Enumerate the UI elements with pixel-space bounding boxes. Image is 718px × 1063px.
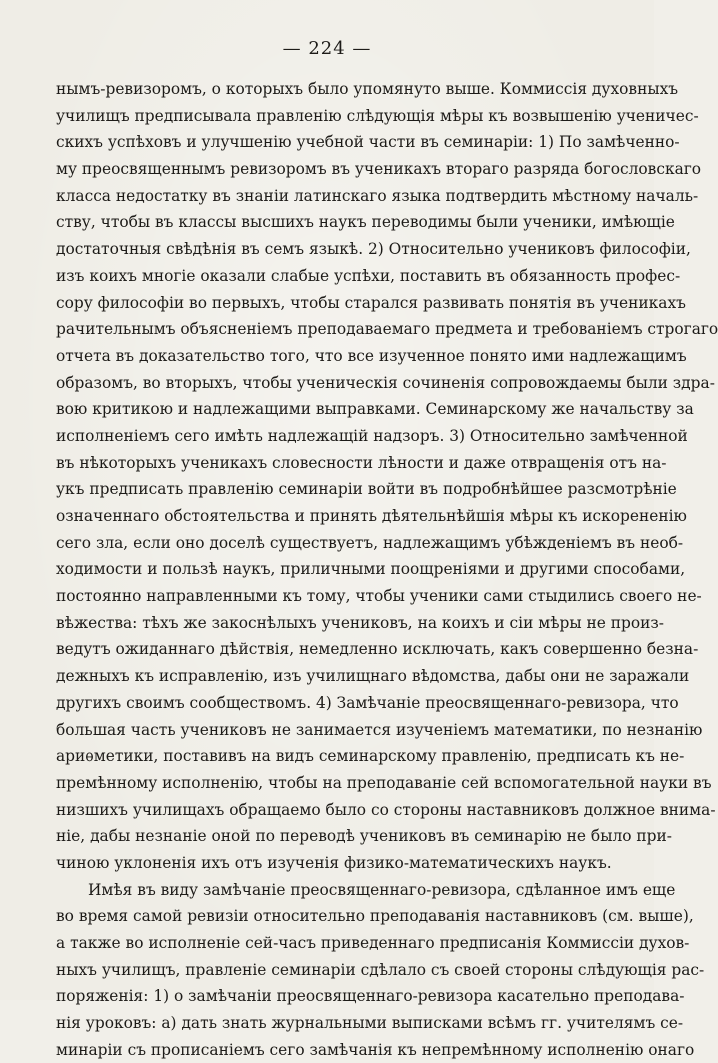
text-line: му преосвященнымъ ревизоромъ въ ученикахъ втораго разряда богословскаго bbox=[56, 160, 702, 179]
text-line: низшихъ училищахъ обращаемо было со стороны наставниковъ должное внима- bbox=[56, 800, 716, 819]
text-line: ныхъ училищъ, правленіе семинаріи сдѣлало съ своей стороны слѣдующія рас- bbox=[56, 960, 705, 979]
text-line: дежныхъ къ исправленію, изъ училищнаго вѣдомства, дабы они не заражали bbox=[56, 667, 690, 686]
paragraph-start-line: Имѣя въ виду замѣчаніе преосвященнаго-ревизора, сдѣланное имъ еще bbox=[88, 880, 676, 899]
text-line: ніе, дабы незнаніе оной по переводѣ учениковъ въ семинарію не было при- bbox=[56, 827, 672, 846]
text-line: рачительнымъ объясненіемъ преподаваемаго предмета и требованіемъ строгаго bbox=[56, 320, 718, 339]
text-line: большая часть учениковъ не занимается изученіемъ математики, по незнанію bbox=[56, 720, 703, 739]
text-line: означеннаго обстоятельства и принять дѣятельнѣйшія мѣры къ искорененію bbox=[56, 507, 687, 525]
text-line: въ нѣкоторыхъ ученикахъ словесности лѣности и даже отвращенія отъ на- bbox=[56, 453, 667, 472]
text-line: нія уроковъ: а) дать знать журнальными выписками всѣмъ гг. учителямъ се- bbox=[56, 1014, 684, 1033]
text-line: вою критикою и надлежащими выправками. Семинарскому же начальству за bbox=[56, 400, 694, 419]
text-line: класса недостатку въ знаніи латинскаго языка подтвердить мѣстному началь- bbox=[56, 186, 699, 205]
text-line: ству, чтобы въ классы высшихъ наукъ переводимы были ученики, имѣющіе bbox=[56, 213, 675, 232]
text-line: скихъ успѣховъ и улучшенію учебной части въ семинаріи: 1) По замѣченно- bbox=[56, 133, 680, 152]
text-line: нымъ-ревизоромъ, о которыхъ было упомянуто выше. Коммиссія духовныхъ bbox=[56, 80, 679, 98]
text-line: училищъ предписывала правленію слѣдующія мѣры къ возвышенію ученичес- bbox=[56, 106, 699, 125]
text-line: вѣжества: тѣхъ же закоснѣлыхъ учениковъ, на коихъ и сіи мѣры не произ- bbox=[56, 613, 664, 632]
text-line: а также во исполненіе сей-часъ приведеннаго предписанія Коммиссіи духов- bbox=[56, 934, 690, 952]
text-line: достаточныя свѣдѣнія въ семъ языкѣ. 2) Относительно учениковъ философіи, bbox=[56, 240, 691, 259]
text-line: ведутъ ожиданнаго дѣйствія, немедленно исключать, какъ совершенно безна- bbox=[56, 640, 699, 659]
text-line: сору философіи во первыхъ, чтобы старался развивать понятія въ ученикахъ bbox=[56, 293, 686, 312]
text-line: постоянно направленными къ тому, чтобы ученики сами стыдились своего не- bbox=[56, 587, 702, 606]
text-line: исполненіемъ сего имѣть надлежащій надзоръ. 3) Относительно замѣченной bbox=[56, 426, 688, 445]
text-line: во время самой ревизіи относительно преподаванія наставниковъ (см. выше), bbox=[56, 907, 694, 926]
page-body-text bbox=[56, 76, 718, 1063]
text-line: укъ предписать правленію семинаріи войти въ подробнѣйшее разсмотрѣніе bbox=[56, 480, 677, 499]
text-line: другихъ своимъ сообществомъ. 4) Замѣчаніе преосвященнаго-ревизора, что bbox=[56, 693, 679, 712]
text-line: ходимости и пользѣ наукъ, приличными поощреніями и другими способами, bbox=[56, 560, 686, 579]
page-number: — 224 — bbox=[282, 38, 372, 59]
text-line: образомъ, во вторыхъ, чтобы ученическія сочиненія сопровождаемы были здра- bbox=[56, 373, 715, 392]
text-line: премѣнному исполненію, чтобы на преподаваніе сей вспомогательной науки въ bbox=[56, 773, 712, 792]
text-line: отчета въ доказательство того, что все изученное понято ими надлежащимъ bbox=[56, 346, 687, 365]
text-line: поряженія: 1) о замѣчаніи преосвященнаго-ревизора касательно преподава- bbox=[56, 987, 685, 1006]
text-line: ариѳметики, поставивъ на видъ семинарскому правленію, предписать къ не- bbox=[56, 747, 685, 766]
text-line: изъ коихъ многіе оказали слабые успѣхи, поставить въ обязанность профес- bbox=[56, 266, 681, 285]
text-line: минаріи съ прописаніемъ сего замѣчанія къ непремѣнному исполненію онаго bbox=[56, 1040, 695, 1059]
text-line: сего зла, если оно доселѣ существуетъ, надлежащимъ убѣжденіемъ въ необ- bbox=[56, 533, 684, 552]
paragraph-end-line: чиною уклоненія ихъ отъ изученія физико-математическихъ наукъ. bbox=[56, 853, 612, 872]
